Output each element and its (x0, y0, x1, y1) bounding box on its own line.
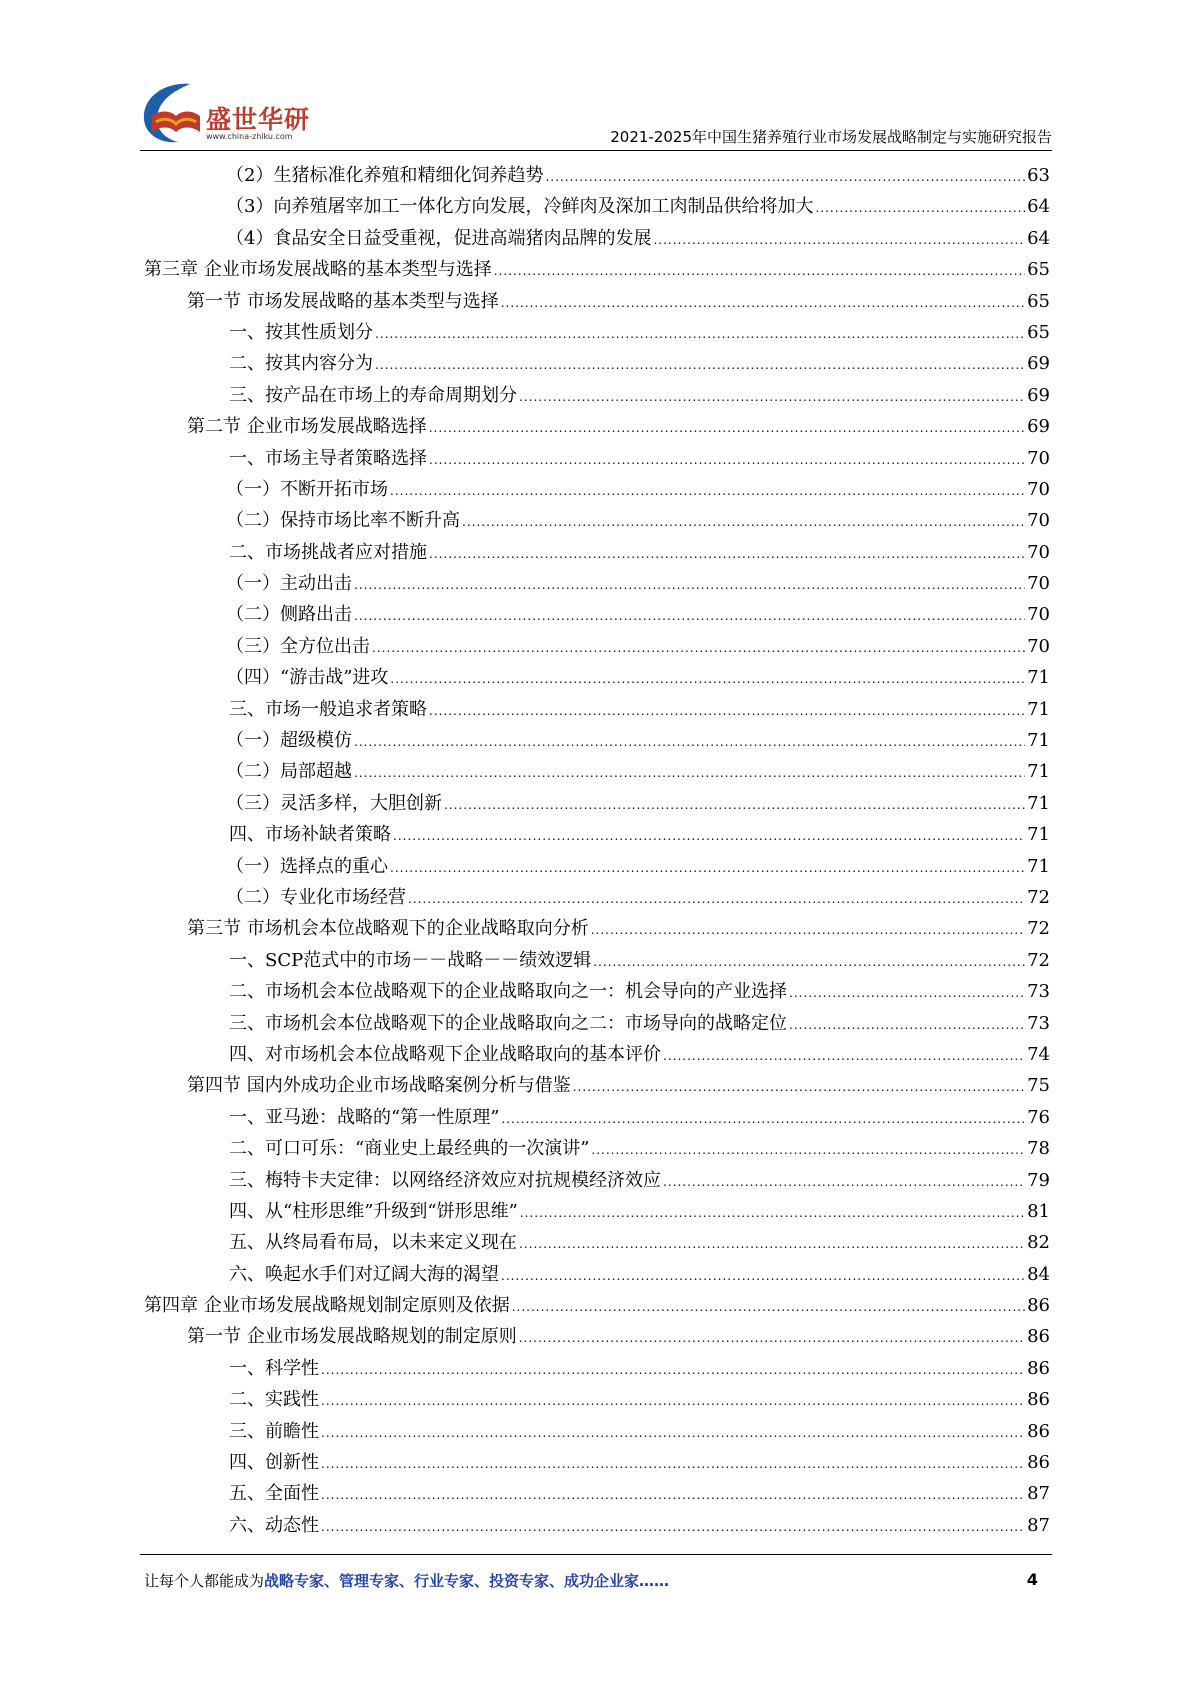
toc-entry[interactable] (144, 380, 1050, 411)
toc-entry[interactable] (144, 568, 1050, 599)
toc-entry-title: 二、实践性 (229, 1389, 319, 1411)
toc-entry-title: 第一节 市场发展战略的基本类型与选择 (187, 290, 499, 312)
toc-entry-title: （四）“游击战”进攻 (226, 667, 389, 689)
header-divider (140, 150, 1052, 151)
toc-entry-title: 六、唤起水手们对辽阔大海的渴望 (229, 1263, 499, 1285)
toc-dot-leader (390, 476, 1025, 507)
toc-entry[interactable] (144, 945, 1050, 976)
toc-entry-page: 72 (1027, 918, 1050, 940)
toc-dot-leader (591, 915, 1025, 946)
toc-entry[interactable] (144, 1133, 1050, 1164)
toc-entry-page: 65 (1027, 290, 1050, 312)
toc-entry-page: 72 (1027, 886, 1050, 908)
toc-entry-title: （三）全方位出击 (226, 635, 370, 657)
toc-dot-leader (501, 1104, 1025, 1135)
table-of-contents (144, 160, 1050, 1541)
toc-entry[interactable] (144, 1070, 1050, 1101)
toc-entry-page: 86 (1027, 1452, 1050, 1474)
toc-dot-leader (663, 1041, 1025, 1072)
toc-dot-leader (321, 1480, 1025, 1511)
toc-entry-title: 二、市场挑战者应对措施 (229, 541, 427, 563)
logo-name: 盛世华研 (206, 105, 311, 134)
toc-entry[interactable] (144, 819, 1050, 850)
toc-entry-page: 70 (1027, 447, 1050, 469)
toc-entry[interactable] (144, 599, 1050, 630)
toc-entry[interactable] (144, 1447, 1050, 1478)
toc-entry-page: 70 (1027, 510, 1050, 532)
toc-dot-leader (462, 507, 1025, 538)
toc-entry-title: 一、亚马逊：战略的“第一性原理” (229, 1106, 500, 1128)
logo-url: www.china-zhiku.com (206, 132, 293, 141)
toc-entry[interactable] (144, 1321, 1050, 1352)
toc-dot-leader (372, 633, 1025, 664)
toc-entry[interactable] (144, 160, 1050, 191)
toc-entry[interactable] (144, 1008, 1050, 1039)
toc-entry-title: 第二节 企业市场发展战略选择 (187, 416, 427, 438)
toc-entry[interactable] (144, 851, 1050, 882)
toc-entry-title: 三、按产品在市场上的寿命周期划分 (229, 384, 517, 406)
toc-entry-page: 86 (1027, 1326, 1050, 1348)
toc-dot-leader (494, 256, 1025, 287)
toc-entry-page: 69 (1027, 353, 1050, 375)
toc-dot-leader (390, 853, 1025, 884)
toc-entry-title: 二、可口可乐：“商业史上最经典的一次演讲” (229, 1138, 590, 1160)
toc-entry-title: （2）生猪标准化养殖和精细化饲养趋势 (226, 165, 544, 186)
toc-entry-page: 86 (1027, 1420, 1050, 1442)
toc-entry[interactable] (144, 286, 1050, 317)
toc-dot-leader (789, 1010, 1025, 1041)
toc-entry-title: （3）向养殖屠宰加工一体化方向发展，冷鲜肉及深加工肉制品供给将加大 (226, 196, 814, 218)
toc-entry-title: 三、前瞻性 (229, 1420, 319, 1442)
toc-entry-page: 84 (1027, 1263, 1050, 1285)
toc-entry-page: 70 (1027, 478, 1050, 500)
toc-entry-title: 六、动态性 (229, 1514, 319, 1536)
toc-entry[interactable] (144, 662, 1050, 693)
toc-entry[interactable] (144, 725, 1050, 756)
toc-entry[interactable] (144, 913, 1050, 944)
toc-entry[interactable] (144, 631, 1050, 662)
toc-entry-title: （二）侧路出击 (226, 604, 352, 626)
toc-entry-page: 70 (1027, 635, 1050, 657)
toc-entry-title: 一、按其性质划分 (229, 321, 373, 343)
toc-dot-leader (429, 696, 1025, 727)
toc-entry[interactable] (144, 474, 1050, 505)
toc-dot-leader (354, 758, 1025, 789)
toc-entry[interactable] (144, 1039, 1050, 1070)
toc-entry-page: 86 (1027, 1389, 1050, 1411)
toc-entry-title: 四、创新性 (229, 1452, 319, 1474)
toc-dot-leader (545, 162, 1025, 193)
toc-entry-page: 71 (1027, 855, 1050, 877)
toc-dot-leader (501, 1261, 1025, 1292)
toc-entry[interactable] (144, 1259, 1050, 1290)
toc-dot-leader (375, 350, 1025, 381)
toc-dot-leader (593, 947, 1025, 978)
toc-entry-title: 三、市场机会本位战略观下的企业战略取向之二：市场导向的战略定位 (229, 1012, 787, 1034)
toc-dot-leader (429, 413, 1025, 444)
toc-entry[interactable] (144, 756, 1050, 787)
toc-entry-page: 71 (1027, 792, 1050, 814)
toc-entry[interactable] (144, 537, 1050, 568)
page-footer (144, 1570, 1050, 1596)
toc-entry[interactable] (144, 694, 1050, 725)
toc-entry[interactable] (144, 1102, 1050, 1133)
toc-entry[interactable] (144, 1384, 1050, 1415)
toc-dot-leader (789, 978, 1025, 1009)
toc-entry[interactable] (144, 976, 1050, 1007)
toc-dot-leader (390, 664, 1025, 695)
toc-entry-page: 65 (1027, 259, 1050, 281)
toc-dot-leader (354, 570, 1025, 601)
toc-entry-page: 71 (1027, 698, 1050, 720)
toc-entry-page: 71 (1027, 761, 1050, 783)
toc-entry-title: （4）食品安全日益受重视，促进高端猪肉品牌的发展 (226, 227, 652, 249)
footer-slogan-lead: 让每个人都能成为 (144, 1572, 265, 1590)
toc-entry-title: （三）灵活多样，大胆创新 (226, 792, 442, 814)
toc-entry-page: 86 (1027, 1295, 1050, 1317)
toc-entry[interactable] (144, 788, 1050, 819)
toc-entry-title: 一、市场主导者策略选择 (229, 447, 427, 469)
toc-entry-page: 71 (1027, 824, 1050, 846)
toc-dot-leader (573, 1072, 1025, 1103)
toc-entry-page: 71 (1027, 667, 1050, 689)
footer-slogan-roles: 战略专家、管理专家、行业专家、投资专家、成功企业家…… (264, 1572, 670, 1590)
toc-entry-page: 79 (1027, 1169, 1050, 1191)
page-number: 4 (1026, 1570, 1038, 1589)
toc-dot-leader (354, 601, 1025, 632)
toc-entry-title: （一）超级模仿 (226, 730, 352, 752)
toc-dot-leader (519, 1323, 1025, 1354)
toc-dot-leader (591, 1135, 1025, 1166)
toc-dot-leader (520, 1198, 1025, 1229)
toc-entry-page: 71 (1027, 730, 1050, 752)
toc-entry-title: 一、SCP范式中的市场－－战略－－绩效逻辑 (229, 949, 592, 971)
footer-divider (140, 1554, 1052, 1555)
toc-dot-leader (519, 1229, 1025, 1260)
toc-entry[interactable] (144, 317, 1050, 348)
toc-entry[interactable] (144, 505, 1050, 536)
toc-entry-page: 86 (1027, 1357, 1050, 1379)
toc-entry-page: 76 (1027, 1106, 1050, 1128)
toc-entry-page: 64 (1027, 227, 1050, 249)
toc-dot-leader (354, 727, 1025, 758)
report-title: 2021-2025年中国生猪养殖行业市场发展战略制定与实施研究报告 (610, 128, 1052, 146)
toc-entry-title: 五、全面性 (229, 1483, 319, 1505)
toc-entry[interactable] (144, 1165, 1050, 1196)
toc-entry[interactable] (144, 1290, 1050, 1321)
toc-entry-page: 75 (1027, 1075, 1050, 1097)
toc-entry-title: （一）主动出击 (226, 573, 352, 595)
toc-dot-leader (321, 1386, 1025, 1417)
page-header (140, 80, 1052, 150)
toc-entry-title: （一）不断开拓市场 (226, 478, 388, 500)
toc-entry-page: 87 (1027, 1483, 1050, 1505)
toc-entry[interactable] (144, 411, 1050, 442)
toc-dot-leader (429, 539, 1025, 570)
toc-entry-page: 69 (1027, 416, 1050, 438)
toc-entry-title: 三、梅特卡夫定律：以网络经济效应对抗规模经济效应 (229, 1169, 661, 1191)
toc-entry-page: 73 (1027, 1012, 1050, 1034)
toc-entry-page: 65 (1027, 321, 1050, 343)
toc-entry-page: 73 (1027, 981, 1050, 1003)
toc-dot-leader (663, 1167, 1025, 1198)
toc-entry-page: 70 (1027, 573, 1050, 595)
toc-entry-page: 70 (1027, 604, 1050, 626)
toc-entry-page: 81 (1027, 1200, 1050, 1222)
toc-dot-leader (429, 445, 1025, 476)
toc-entry-title: 二、市场机会本位战略观下的企业战略取向之一：机会导向的产业选择 (229, 981, 787, 1003)
toc-entry-page: 70 (1027, 541, 1050, 563)
toc-entry-title: （二）专业化市场经营 (226, 886, 406, 908)
toc-entry-title: （二）局部超越 (226, 761, 352, 783)
toc-entry[interactable] (144, 1478, 1050, 1509)
toc-entry[interactable] (144, 191, 1050, 222)
toc-entry-title: 四、从“柱形思维”升级到“饼形思维” (229, 1200, 518, 1222)
toc-dot-leader (393, 821, 1025, 852)
toc-entry-title: 第一节 企业市场发展战略规划的制定原则 (187, 1326, 517, 1348)
toc-dot-leader (444, 790, 1025, 821)
toc-entry-page: 82 (1027, 1232, 1050, 1254)
toc-entry-page: 63 (1027, 165, 1050, 186)
toc-dot-leader (321, 1449, 1025, 1480)
toc-entry[interactable] (144, 1227, 1050, 1258)
toc-dot-leader (815, 193, 1025, 224)
toc-dot-leader (321, 1355, 1025, 1386)
toc-entry[interactable] (144, 348, 1050, 379)
toc-dot-leader (321, 1512, 1025, 1543)
toc-dot-leader (321, 1418, 1025, 1449)
toc-entry-title: 一、科学性 (229, 1357, 319, 1379)
toc-entry-title: 二、按其内容分为 (229, 353, 373, 375)
toc-entry-title: 三、市场一般追求者策略 (229, 698, 427, 720)
toc-entry-page: 87 (1027, 1514, 1050, 1536)
toc-dot-leader (408, 884, 1025, 915)
toc-entry[interactable] (144, 223, 1050, 254)
toc-entry[interactable] (144, 1353, 1050, 1384)
toc-entry-title: 第四章 企业市场发展战略规划制定原则及依据 (144, 1295, 510, 1317)
toc-entry[interactable] (144, 1510, 1050, 1541)
toc-dot-leader (653, 225, 1025, 256)
toc-entry-page: 78 (1027, 1138, 1050, 1160)
toc-entry[interactable] (144, 254, 1050, 285)
toc-entry-title: 第三章 企业市场发展战略的基本类型与选择 (144, 259, 492, 281)
toc-entry[interactable] (144, 882, 1050, 913)
toc-entry-title: 四、市场补缺者策略 (229, 824, 391, 846)
toc-dot-leader (501, 288, 1025, 319)
toc-entry-page: 64 (1027, 196, 1050, 218)
toc-entry-title: （一）选择点的重心 (226, 855, 388, 877)
toc-entry[interactable] (144, 1416, 1050, 1447)
toc-entry[interactable] (144, 443, 1050, 474)
toc-entry[interactable] (144, 1196, 1050, 1227)
toc-entry-title: 第三节 市场机会本位战略观下的企业战略取向分析 (187, 918, 589, 940)
toc-entry-title: 五、从终局看布局，以未来定义现在 (229, 1232, 517, 1254)
toc-entry-page: 72 (1027, 949, 1050, 971)
toc-entry-page: 74 (1027, 1043, 1050, 1065)
toc-entry-title: 四、对市场机会本位战略观下企业战略取向的基本评价 (229, 1043, 661, 1065)
toc-entry-title: （二）保持市场比率不断升高 (226, 510, 460, 532)
toc-entry-page: 69 (1027, 384, 1050, 406)
toc-dot-leader (519, 382, 1025, 413)
toc-dot-leader (375, 319, 1025, 350)
toc-dot-leader (512, 1292, 1025, 1323)
toc-entry-title: 第四节 国内外成功企业市场战略案例分析与借鉴 (187, 1075, 571, 1097)
